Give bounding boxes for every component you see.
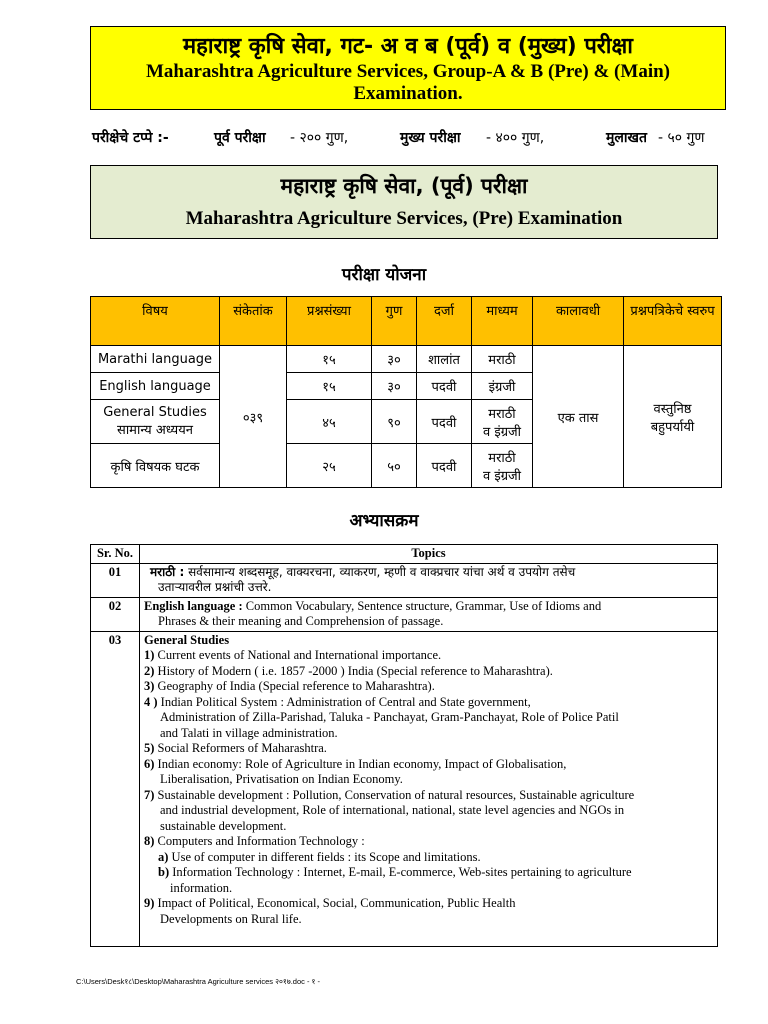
- subject-cell: English language: [91, 373, 220, 400]
- list-item: Developments on Rural life.: [160, 911, 302, 926]
- list-number: 8): [144, 834, 155, 848]
- list-text: Geography of India (Special reference to Maharashtra).: [154, 679, 435, 693]
- subject-cell: कृषि विषयक घटक: [91, 444, 220, 488]
- title-box: [90, 26, 726, 110]
- page-footer: C:\Users\Desk१८\Desktop\Maharashtra Agriculture services २०१७.doc - १ -: [76, 977, 321, 986]
- pre-exam-box: [90, 165, 718, 239]
- questions-cell: २५: [287, 444, 372, 488]
- topic-text: सर्वसामान्य शब्दसमूह, वाक्यरचना, व्याकरण, म्हणी व वाक्प्रचार यांचा अर्थ व उपयोग तसेच: [184, 564, 576, 579]
- list-text: Indian Political System : Administration of Central and State government,: [157, 694, 531, 709]
- list-text: Information Technology : Internet, E-mail, E-commerce, Web-sites pertaining to agriculture: [169, 865, 632, 879]
- list-number: 3): [144, 679, 155, 693]
- questions-cell: १५: [287, 346, 372, 373]
- questions-cell: १५: [287, 373, 372, 400]
- header-sr-no: Sr. No.: [91, 545, 140, 564]
- table-row: [91, 563, 718, 597]
- duration-cell: एक तास: [533, 346, 624, 488]
- list-item: Liberalisation, Privatisation on Indian Economy.: [160, 772, 403, 786]
- list-item: [144, 679, 713, 695]
- topic-label: मराठी :: [150, 564, 185, 579]
- list-number: 7): [144, 787, 155, 802]
- medium-line2: व इंग्रजी: [482, 424, 522, 440]
- table-row: [91, 631, 718, 946]
- topic-text: Common Vocabulary, Sentence structure, Grammar, Use of Idioms and: [242, 598, 602, 613]
- header-paper-type: प्रश्नपत्रिकेचे स्वरुप: [624, 297, 722, 346]
- topic-text-line2: उताऱ्यावरील प्रश्नांची उत्तरे.: [158, 580, 272, 594]
- list-item: [144, 648, 713, 664]
- header-code: संकेतांक: [220, 297, 287, 346]
- list-number: 6): [144, 756, 155, 771]
- list-item: and industrial development, Role of international, national, state level agencies and NGOs in: [160, 803, 625, 817]
- list-number: a): [158, 849, 169, 864]
- list-text: Computers and Information Technology :: [154, 834, 365, 848]
- level-cell: पदवी: [417, 400, 472, 444]
- level-cell: पदवी: [417, 444, 472, 488]
- list-item: [144, 695, 713, 711]
- list-text: History of Modern ( i.e. 1857 -2000 ) India (Special reference to Maharashtra).: [154, 663, 553, 678]
- header-subject: विषय: [91, 297, 220, 346]
- list-item: sustainable development.: [160, 818, 287, 833]
- paper-type-line2: बहुपर्यायी: [650, 419, 695, 435]
- topic-english: [140, 597, 718, 631]
- level-cell: शालांत: [417, 346, 472, 373]
- scheme-heading: परीक्षा योजना: [341, 265, 427, 285]
- questions-cell: ४५: [287, 400, 372, 444]
- list-text: Use of computer in different fields : its Scope and limitations.: [168, 849, 481, 864]
- list-text: Indian economy: Role of Agriculture in Indian economy, Impact of Globalisation,: [154, 756, 567, 771]
- table-row: [91, 597, 718, 631]
- main-stage-label: मुख्य परीक्षा: [400, 130, 461, 146]
- list-item: [144, 741, 713, 757]
- syllabus-header-row: [91, 545, 718, 564]
- topic-label: General Studies: [144, 632, 230, 647]
- paper-type-cell: [624, 346, 722, 488]
- medium-line1: मराठी: [488, 406, 516, 422]
- header-medium: माध्यम: [472, 297, 533, 346]
- list-item: [144, 896, 713, 912]
- list-item: [144, 834, 713, 850]
- syllabus-table: [90, 544, 718, 947]
- interview-marks: - ५० गुण: [658, 130, 705, 146]
- pre-title-marathi: महाराष्ट्र कृषि सेवा, (पूर्व) परीक्षा: [280, 174, 528, 198]
- list-number: 4 ): [144, 694, 158, 709]
- pre-title-english: Maharashtra Agriculture Services, (Pre) Examination: [185, 208, 623, 229]
- medium-cell: [472, 400, 533, 444]
- list-item: [144, 850, 713, 866]
- list-text: Current events of National and International importance.: [154, 648, 442, 662]
- list-item: and Talati in village administration.: [160, 725, 338, 740]
- marks-cell: ३०: [372, 373, 417, 400]
- exam-stages: [90, 128, 730, 150]
- list-number: 5): [144, 741, 155, 755]
- list-text: Impact of Political, Economical, Social, Communication, Public Health: [154, 896, 516, 910]
- list-item: information.: [170, 880, 233, 895]
- sr-number: 02: [91, 597, 140, 631]
- marks-cell: ९०: [372, 400, 417, 444]
- topic-general-studies: [140, 631, 718, 946]
- medium-line1: मराठी: [488, 450, 516, 466]
- syllabus-heading: अभ्यासक्रम: [349, 511, 419, 531]
- exam-scheme-table: [90, 296, 722, 488]
- table-row: [91, 346, 722, 373]
- list-text: Social Reformers of Maharashtra.: [154, 741, 327, 755]
- title-english: Maharashtra Agriculture Services, Group-A & B (Pre) & (Main) Examination.: [145, 61, 670, 104]
- header-duration: कालावधी: [533, 297, 624, 346]
- pre-stage-marks: - २०० गुण,: [290, 130, 349, 146]
- main-stage-marks: - ४०० गुण,: [486, 130, 545, 146]
- list-item: [144, 788, 713, 804]
- list-number: 1): [144, 648, 155, 662]
- marks-cell: ३०: [372, 346, 417, 373]
- list-number: 9): [144, 896, 155, 910]
- stages-label: परीक्षेचे टप्पे :-: [92, 130, 169, 146]
- list-item: [144, 865, 713, 881]
- interview-label: मुलाखत: [606, 130, 647, 146]
- header-topics: Topics: [140, 545, 718, 564]
- medium-line2: व इंग्रजी: [482, 468, 522, 484]
- sr-number: 01: [91, 563, 140, 597]
- pre-stage-label: पूर्व परीक्षा: [214, 130, 266, 146]
- subject-line2: सामान्य अध्ययन: [117, 423, 193, 438]
- general-studies-list: [144, 648, 713, 927]
- list-text: Sustainable development : Pollution, Conservation of natural resources, Sustainable agriculture: [154, 787, 635, 802]
- list-item: Administration of Zilla-Parishad, Taluka - Panchayat, Gram-Panchayat, Role of Police Patil: [160, 710, 619, 724]
- subject-cell: Marathi language: [91, 346, 220, 373]
- list-item: [144, 757, 713, 773]
- code-cell: ०३९: [220, 346, 287, 488]
- level-cell: पदवी: [417, 373, 472, 400]
- medium-cell: मराठी: [472, 346, 533, 373]
- medium-cell: [472, 444, 533, 488]
- subject-cell: [91, 400, 220, 444]
- topic-text-line2: Phrases & their meaning and Comprehension of passage.: [158, 614, 444, 628]
- title-marathi: महाराष्ट्र कृषि सेवा, गट- अ व ब (पूर्व) व (मुख्य) परीक्षा: [183, 34, 633, 59]
- marks-cell: ५०: [372, 444, 417, 488]
- sr-number: 03: [91, 631, 140, 946]
- medium-cell: इंग्रजी: [472, 373, 533, 400]
- list-item: [144, 664, 713, 680]
- paper-type-line1: वस्तुनिष्ठ: [653, 401, 692, 417]
- list-number: b): [158, 865, 170, 879]
- header-level: दर्जा: [417, 297, 472, 346]
- list-number: 2): [144, 663, 155, 678]
- table-header-row: [91, 297, 722, 346]
- subject-line1: General Studies: [103, 405, 207, 420]
- header-questions: प्रश्नसंख्या: [287, 297, 372, 346]
- header-marks: गुण: [372, 297, 417, 346]
- topic-label: English language :: [144, 598, 243, 613]
- topic-marathi: [140, 563, 718, 597]
